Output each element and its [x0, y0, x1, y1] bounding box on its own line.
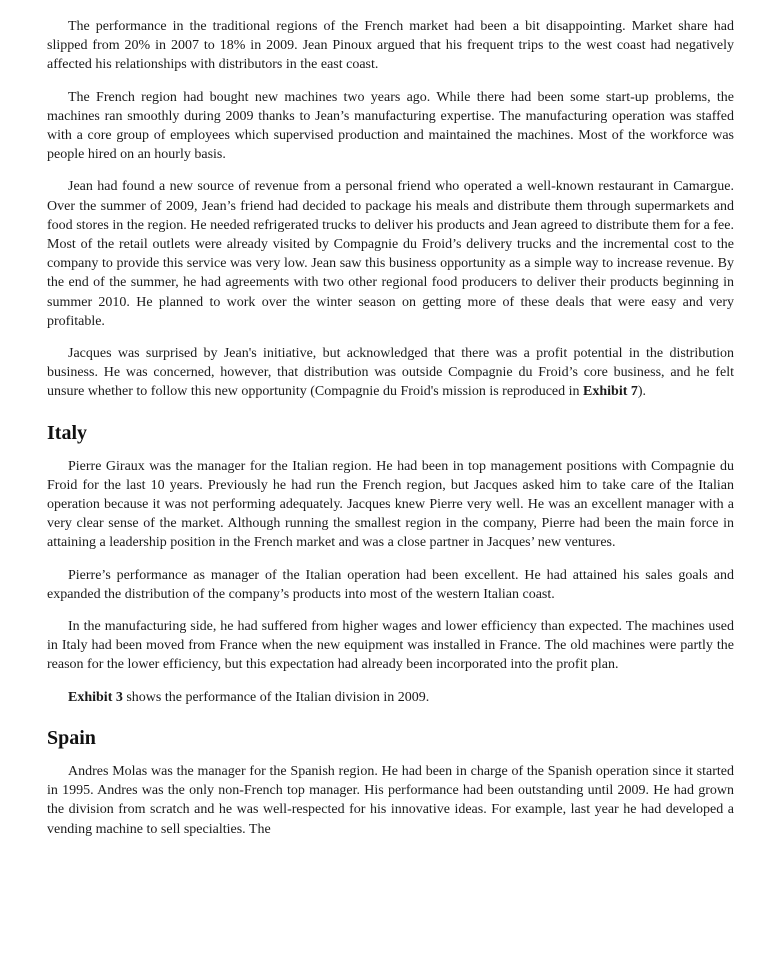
- paragraph-italy-exhibit: [47, 688, 734, 707]
- paragraph-french-distribution: Jean had found a new source of revenue from a personal friend who operated a well-known restaurant in Camargue. Over the summer of 2009, Jean’s friend had decided to package his meals and distribute them through supermarkets and food stores in the region. He needed refrigerated trucks to deliver his products and Jean agreed to distribute them for a fee. Most of the retail outlets were already visited by Compagnie du Froid’s delivery trucks and the incremental cost to the company to provide this service was very low. Jean saw this business opportunity as a simple way to increase revenue. By the end of the summer, he had agreements with two other regional food producers to deliver their products beginning in summer 2010. He planned to work over the winter season on getting more of these deals that were easy and very profitable.: [47, 179, 734, 329]
- exhibit-reference: Exhibit 3: [68, 689, 123, 705]
- paragraph-french-machines: The French region had bought new machines two years ago. While there had been some start-up problems, the machines ran smoothly during 2009 thanks to Jean’s manufacturing expertise. The manufacturing operation was staffed with a core group of employees which supervised production and maintained the machines. Most of the workforce was people hired on an hourly basis.: [47, 89, 734, 163]
- text-segment: ).: [637, 384, 647, 400]
- document-page: [47, 17, 734, 852]
- paragraph-italy-manager: Pierre Giraux was the manager for the Italian region. He had been in top management positions with Compagnie du Froid for the last 10 years. Previously he had run the French region, but Jacques asked him to take care of the Italian operation because it was not performing adequately. Jacques knew Pierre very well. He was an excellent manager with a very clear sense of the market. Although running the smallest region in the company, Pierre had been the main force in attaining a leadership position in the French market and was a close partner in Jacques’ new ventures.: [47, 458, 734, 551]
- paragraph-spain-manager: Andres Molas was the manager for the Spanish region. He had been in charge of the Spanish operation since it started in 1995. Andres was the only non-French top manager. His performance had been outstanding until 2009. He had grown the division from scratch and he was well-respected for his innovative ideas. For example, last year he had developed a vending machine to sell specialties. The: [47, 763, 734, 837]
- paragraph-italy-performance: Pierre’s performance as manager of the Italian operation had been excellent. He had attained his sales goals and expanded the distribution of the company’s products into most of the western Italian coast.: [47, 567, 734, 602]
- section-heading-italy: Italy: [47, 421, 87, 444]
- paragraph-french-mission: [47, 344, 734, 402]
- text-segment: shows the performance of the Italian division in 2009.: [122, 689, 430, 705]
- section-heading-spain: Spain: [47, 726, 96, 749]
- exhibit-reference: Exhibit 7: [583, 384, 638, 400]
- paragraph-french-market-share: The performance in the traditional regions of the French market had been a bit disappointing. Market share had slipped from 20% in 2007 to 18% in 2009. Jean Pinoux argued that his frequent trips to the west coast had negatively affected his relationships with distributors in the east coast.: [47, 19, 734, 73]
- text-segment: Jacques was surprised by Jean's initiative, but acknowledged that there was a profit potential in the distribution business. He was concerned, however, that distribution was outside Compagnie du Froid’s core business, and he felt unsure whether to follow this new opportunity (Compagnie du Froid's mission is reproduced in: [47, 346, 734, 400]
- paragraph-italy-manufacturing: In the manufacturing side, he had suffered from higher wages and lower efficiency than expected. The machines used in Italy had been moved from France when the new equipment was installed in France. The old machines were partly the reason for the lower efficiency, but this expectation had already been incorporated into the profit plan.: [47, 619, 734, 673]
